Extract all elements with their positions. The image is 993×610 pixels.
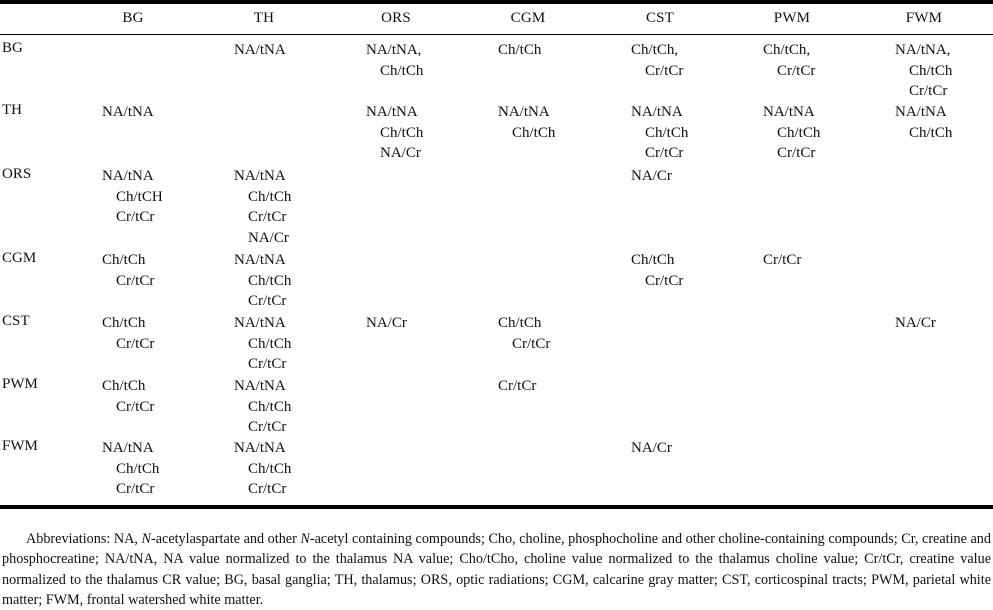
cell-line: NA/Cr <box>380 145 421 161</box>
table-header-rule <box>0 34 993 35</box>
cell-line: Cr/tCr <box>248 481 287 497</box>
table-cell <box>763 40 815 81</box>
cell-line: Ch/tCh <box>116 460 160 477</box>
cell-line: Ch/tCh <box>777 124 821 141</box>
table-cell <box>234 40 286 61</box>
table-cell <box>234 313 291 375</box>
table-cell <box>631 40 683 81</box>
footnote-italic-1: N <box>141 531 151 548</box>
cell-line: Cr/tCr <box>248 293 287 309</box>
cell-line: Cr/tCr <box>763 252 802 268</box>
cell-line: Ch/tCh <box>102 378 146 394</box>
cell-line: Cr/tCr <box>116 481 155 497</box>
cell-line: Ch/tCh <box>248 460 292 477</box>
cell-line: Ch/tCh <box>909 124 953 141</box>
table-cell <box>366 40 423 81</box>
table-cell <box>895 102 952 143</box>
cell-line: NA/tNA <box>234 315 286 331</box>
row-label-pwm: PWM <box>2 376 38 392</box>
table-cell <box>234 250 291 312</box>
cell-line: Cr/tCr <box>248 356 287 372</box>
cell-line: Cr/tCr <box>909 83 948 99</box>
table-cell <box>631 438 672 459</box>
cell-line: NA/Cr <box>895 315 936 331</box>
cell-line: Cr/tCr <box>116 209 155 225</box>
table-cell <box>895 313 936 334</box>
cell-line: NA/tNA, <box>895 42 951 58</box>
cell-line: NA/tNA <box>895 104 947 120</box>
cell-line: NA/Cr <box>631 440 672 456</box>
table-cell <box>234 166 291 248</box>
cell-line: Cr/tCr <box>645 272 684 289</box>
table-cell <box>895 40 952 102</box>
cell-line: NA/Cr <box>631 168 672 184</box>
footnote-text-2: -acetylaspartate and other <box>151 531 301 548</box>
footnote-italic-2: N <box>300 531 310 548</box>
table-cell <box>366 313 407 334</box>
column-header-pwm: PWM <box>773 10 811 26</box>
table-cell <box>763 250 801 271</box>
cell-line: Ch/tCh <box>631 252 675 268</box>
cell-line: NA/tNA, <box>366 42 422 58</box>
cell-line: Cr/tCr <box>498 378 537 394</box>
table-cell <box>102 376 154 417</box>
cell-line: Cr/tCr <box>116 335 155 352</box>
row-label-th: TH <box>2 102 22 118</box>
cell-line: NA/tNA <box>102 440 154 456</box>
cell-line: Cr/tCr <box>777 62 816 79</box>
table-cell <box>763 102 820 164</box>
row-label-ors: ORS <box>2 166 32 182</box>
table-cell <box>102 313 154 354</box>
cell-line: Cr/tCr <box>645 62 684 79</box>
cell-line: Cr/tCr <box>116 272 155 289</box>
row-label-cgm: CGM <box>2 250 37 266</box>
column-header-cst: CST <box>645 10 675 26</box>
table-cell <box>631 250 683 291</box>
table-cell <box>631 102 688 164</box>
cell-line: Ch/tCh <box>380 62 424 79</box>
table-cell <box>102 166 163 228</box>
table-cell <box>498 102 555 143</box>
cell-line: Ch/tCh, <box>763 42 811 58</box>
row-label-fwm: FWM <box>2 438 38 454</box>
cell-line: NA/tNA <box>234 378 286 394</box>
cell-line: NA/tNA <box>498 104 550 120</box>
column-header-bg: BG <box>122 10 144 26</box>
table-top-rule <box>0 0 993 4</box>
cell-line: NA/tNA <box>234 440 286 456</box>
cell-line: Ch/tCh, <box>631 42 679 58</box>
cell-line: NA/tNA <box>366 104 418 120</box>
cell-line: Ch/tCh <box>498 42 542 58</box>
cell-line: NA/tNA <box>763 104 815 120</box>
cell-line: Ch/tCH <box>116 188 163 205</box>
cell-line: Ch/tCh <box>380 124 424 141</box>
column-header-ors: ORS <box>381 10 411 26</box>
table-cell <box>102 250 154 291</box>
cell-line: Ch/tCh <box>248 335 292 352</box>
cell-line: Cr/tCr <box>777 145 816 161</box>
cell-line: Cr/tCr <box>512 335 551 352</box>
cell-line: Ch/tCh <box>909 62 953 79</box>
footnote-text-1: Abbreviations: NA, <box>26 531 142 548</box>
table-cell <box>234 438 291 500</box>
row-label-bg: BG <box>2 40 23 56</box>
table-cell <box>234 376 291 438</box>
table-cell <box>498 313 550 354</box>
cell-line: Ch/tCh <box>102 315 146 331</box>
table-cell <box>366 102 423 164</box>
column-header-th: TH <box>253 10 275 26</box>
cell-line: Ch/tCh <box>498 315 542 331</box>
cell-line: Ch/tCh <box>248 398 292 415</box>
table-cell <box>102 438 159 500</box>
cell-line: NA/tNA <box>102 168 154 184</box>
table-cell <box>102 102 154 123</box>
cell-line: Cr/tCr <box>116 398 155 415</box>
cell-line: NA/tNA <box>234 168 286 184</box>
cell-line: Cr/tCr <box>645 145 684 161</box>
cell-line: NA/tNA <box>234 252 286 268</box>
cell-line: Ch/tCh <box>645 124 689 141</box>
cell-line: Cr/tCr <box>248 419 287 435</box>
cell-line: Ch/tCh <box>248 272 292 289</box>
cell-line: Ch/tCh <box>102 252 146 268</box>
cell-line: Ch/tCh <box>512 124 556 141</box>
column-header-cgm: CGM <box>510 10 546 26</box>
row-label-cst: CST <box>2 313 30 329</box>
table-cell <box>498 40 541 61</box>
table-bottom-rule <box>0 505 993 509</box>
cell-line: NA/Cr <box>248 229 289 246</box>
cell-line: NA/Cr <box>366 315 407 331</box>
cell-line: Ch/tCh <box>248 188 292 205</box>
footnote-text-3: -acetyl containing compounds; Cho, choline, phosphocholine and other choline-containing compounds; Cr, creatine and phosphocreatine; NA/tNA, NA value normalized to the thalamus NA value; Cho/tCho, choline value normalized to the thalamus choline value; Cr/tCr, creatine value normalized to the thalamus CR value; BG, basal ganglia; TH, thalamus; ORS, optic radiations; CGM, calcarine gray matter; CST, corticospinal tracts; PWM, parietal white matter; FWM, frontal watershed white matter. <box>2 531 991 609</box>
cell-line: Cr/tCr <box>248 209 287 225</box>
column-header-fwm: FWM <box>905 10 943 26</box>
cell-line: NA/tNA <box>631 104 683 120</box>
table-cell <box>498 376 536 397</box>
table-cell <box>631 166 672 187</box>
cell-line: NA/tNA <box>234 42 286 58</box>
cell-line: NA/tNA <box>102 104 154 120</box>
